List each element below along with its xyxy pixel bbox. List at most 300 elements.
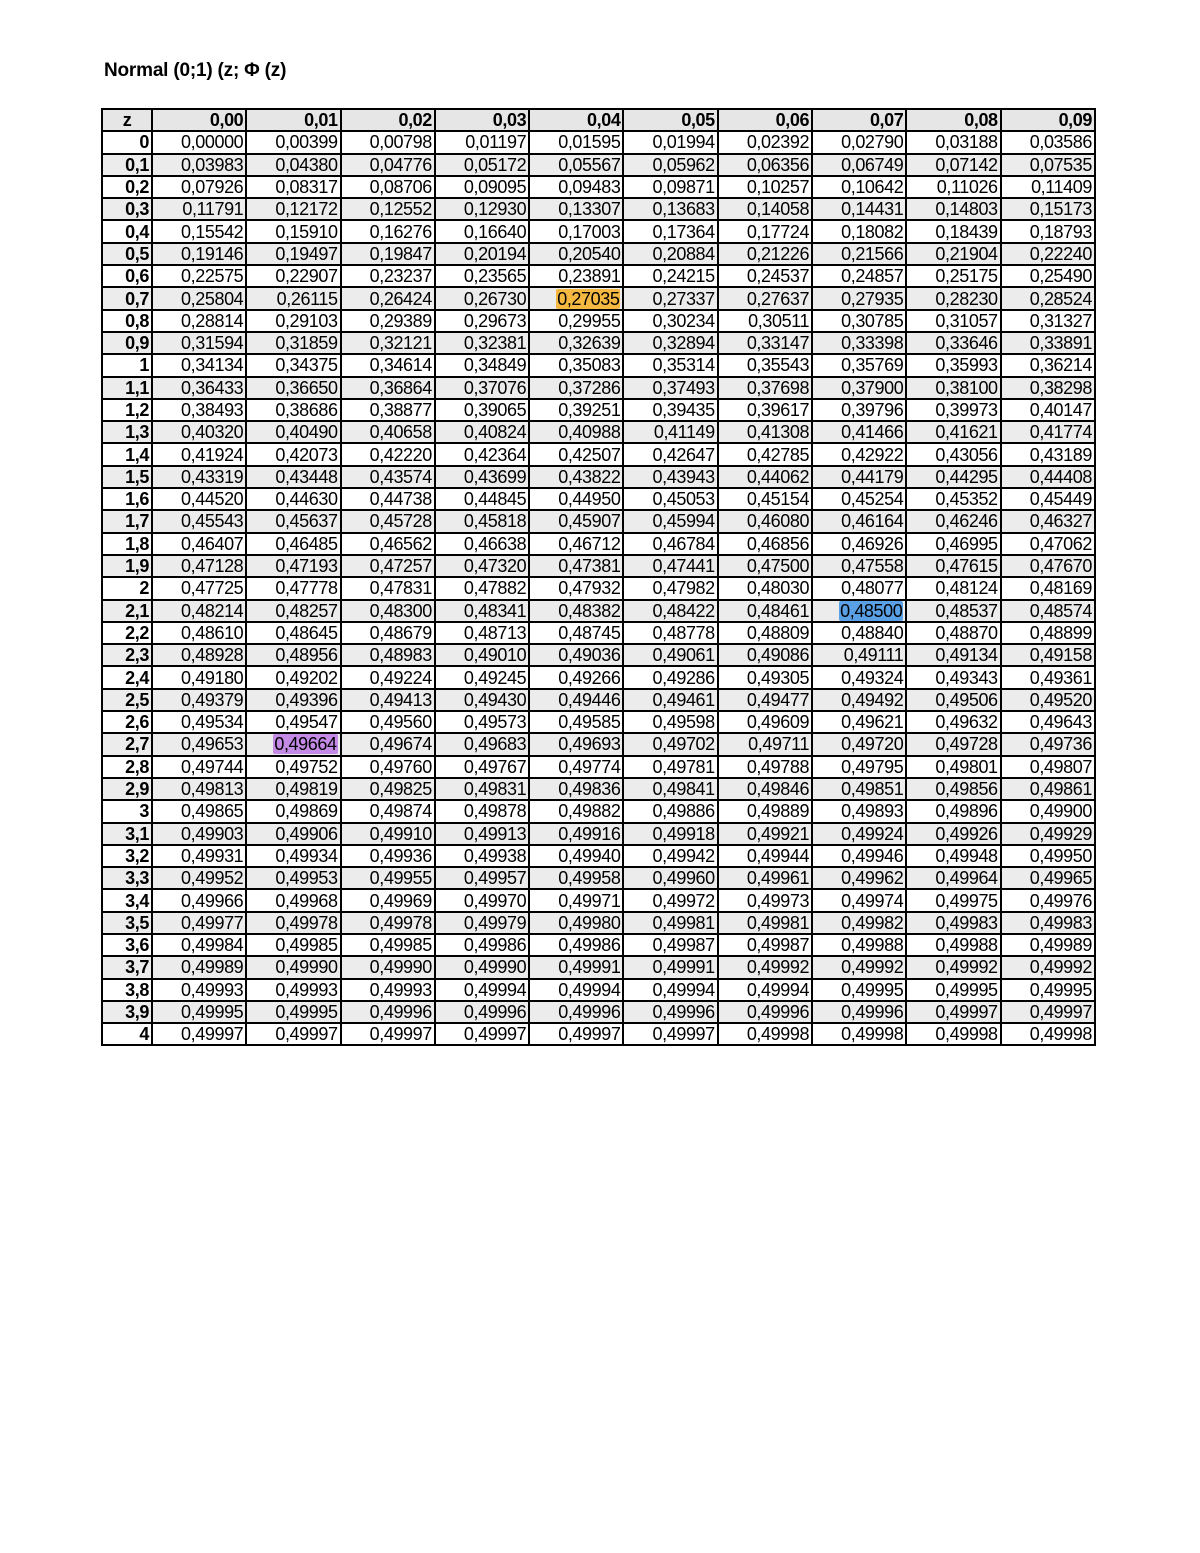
z-value-cell: 1,4 <box>102 443 152 465</box>
table-cell: 0,48745 <box>529 622 623 644</box>
table-cell: 0,49980 <box>529 912 623 934</box>
table-cell: 0,43448 <box>246 466 340 488</box>
table-cell: 0,25804 <box>152 287 246 309</box>
table-cell: 0,09483 <box>529 176 623 198</box>
table-cell: 0,25175 <box>906 265 1000 287</box>
table-row <box>102 287 1095 309</box>
table-cell: 0,49560 <box>341 711 435 733</box>
table-cell: 0,49992 <box>718 956 812 978</box>
table-cell: 0,44408 <box>1001 466 1095 488</box>
table-cell: 0,48077 <box>812 577 906 599</box>
table-cell: 0,49998 <box>906 1023 1000 1045</box>
table-cell: 0,45352 <box>906 488 1000 510</box>
table-row <box>102 778 1095 800</box>
table-cell: 0,43574 <box>341 466 435 488</box>
table-cell: 0,49957 <box>435 867 529 889</box>
table-cell: 0,49461 <box>623 689 717 711</box>
table-cell: 0,49997 <box>152 1023 246 1045</box>
table-cell: 0,49924 <box>812 823 906 845</box>
table-cell: 0,44738 <box>341 488 435 510</box>
table-cell: 0,38100 <box>906 377 1000 399</box>
table-cell: 0,49969 <box>341 889 435 911</box>
table-cell: 0,49964 <box>906 867 1000 889</box>
table-cell: 0,49874 <box>341 800 435 822</box>
table-cell: 0,49683 <box>435 733 529 755</box>
table-cell: 0,48461 <box>718 600 812 622</box>
z-value-cell: 2,4 <box>102 666 152 688</box>
table-cell: 0,42785 <box>718 443 812 465</box>
table-cell: 0,45818 <box>435 510 529 532</box>
table-cell: 0,34134 <box>152 354 246 376</box>
page-title: Normal (0;1) (z; Φ (z) <box>104 60 287 81</box>
table-cell: 0,18082 <box>812 220 906 242</box>
table-cell: 0,43699 <box>435 466 529 488</box>
table-cell: 0,49987 <box>623 934 717 956</box>
table-cell: 0,49994 <box>435 979 529 1001</box>
table-cell: 0,17003 <box>529 220 623 242</box>
table-cell: 0,49998 <box>718 1023 812 1045</box>
table-cell: 0,49988 <box>812 934 906 956</box>
table-cell: 0,49936 <box>341 845 435 867</box>
table-cell: 0,49851 <box>812 778 906 800</box>
table-cell: 0,37493 <box>623 377 717 399</box>
table-cell: 0,49997 <box>435 1023 529 1045</box>
table-cell: 0,49991 <box>529 956 623 978</box>
table-cell: 0,49760 <box>341 756 435 778</box>
table-cell: 0,47381 <box>529 555 623 577</box>
table-cell: 0,49621 <box>812 711 906 733</box>
table-cell: 0,49361 <box>1001 666 1095 688</box>
table-cell: 0,12930 <box>435 198 529 220</box>
table-cell: 0,46856 <box>718 533 812 555</box>
table-row <box>102 176 1095 198</box>
table-cell: 0,49921 <box>718 823 812 845</box>
column-header: 0,09 <box>1001 109 1095 131</box>
table-cell: 0,44630 <box>246 488 340 510</box>
table-cell: 0,09095 <box>435 176 529 198</box>
table-cell: 0,49953 <box>246 867 340 889</box>
table-cell <box>812 600 906 622</box>
table-cell: 0,45053 <box>623 488 717 510</box>
table-cell: 0,49520 <box>1001 689 1095 711</box>
table-cell: 0,49996 <box>529 1001 623 1023</box>
z-value-cell: 1,3 <box>102 421 152 443</box>
z-value-cell: 1,7 <box>102 510 152 532</box>
z-value-cell: 3,8 <box>102 979 152 1001</box>
table-cell: 0,41149 <box>623 421 717 443</box>
table-cell: 0,39617 <box>718 399 812 421</box>
table-cell: 0,42647 <box>623 443 717 465</box>
table-cell: 0,29955 <box>529 310 623 332</box>
table-cell: 0,48124 <box>906 577 1000 599</box>
table-cell: 0,47558 <box>812 555 906 577</box>
z-value-cell: 0 <box>102 131 152 153</box>
table-cell: 0,49819 <box>246 778 340 800</box>
table-cell: 0,28230 <box>906 287 1000 309</box>
table-cell: 0,49158 <box>1001 644 1095 666</box>
table-cell: 0,49989 <box>1001 934 1095 956</box>
table-cell: 0,49674 <box>341 733 435 755</box>
table-cell: 0,17724 <box>718 220 812 242</box>
table-cell: 0,49972 <box>623 889 717 911</box>
table-cell: 0,49993 <box>152 979 246 1001</box>
table-cell: 0,49962 <box>812 867 906 889</box>
table-cell: 0,49224 <box>341 666 435 688</box>
table-cell: 0,26424 <box>341 287 435 309</box>
table-cell: 0,31327 <box>1001 310 1095 332</box>
table-cell: 0,47932 <box>529 577 623 599</box>
table-cell: 0,49958 <box>529 867 623 889</box>
z-value-cell: 0,1 <box>102 154 152 176</box>
z-value-cell: 3,4 <box>102 889 152 911</box>
table-cell: 0,26115 <box>246 287 340 309</box>
table-cell: 0,49995 <box>246 1001 340 1023</box>
table-cell: 0,49598 <box>623 711 717 733</box>
table-cell: 0,48610 <box>152 622 246 644</box>
table-cell: 0,49989 <box>152 956 246 978</box>
table-cell: 0,25490 <box>1001 265 1095 287</box>
table-row <box>102 867 1095 889</box>
z-value-cell: 1,2 <box>102 399 152 421</box>
table-row <box>102 644 1095 666</box>
table-cell: 0,49981 <box>623 912 717 934</box>
table-cell: 0,24857 <box>812 265 906 287</box>
table-cell: 0,05962 <box>623 154 717 176</box>
table-cell: 0,47320 <box>435 555 529 577</box>
table-cell: 0,38686 <box>246 399 340 421</box>
table-cell: 0,19847 <box>341 243 435 265</box>
table-cell: 0,47193 <box>246 555 340 577</box>
z-value-cell: 0,8 <box>102 310 152 332</box>
table-cell: 0,21226 <box>718 243 812 265</box>
table-cell: 0,49010 <box>435 644 529 666</box>
z-value-cell: 2,9 <box>102 778 152 800</box>
table-cell: 0,49996 <box>341 1001 435 1023</box>
table-cell: 0,36864 <box>341 377 435 399</box>
table-cell: 0,48300 <box>341 600 435 622</box>
z-value-cell: 0,5 <box>102 243 152 265</box>
table-cell: 0,49983 <box>906 912 1000 934</box>
table-cell: 0,46926 <box>812 533 906 555</box>
table-cell: 0,49266 <box>529 666 623 688</box>
table-cell: 0,49744 <box>152 756 246 778</box>
table-row <box>102 756 1095 778</box>
table-row <box>102 600 1095 622</box>
table-cell: 0,49961 <box>718 867 812 889</box>
table-cell: 0,49396 <box>246 689 340 711</box>
z-value-cell: 0,9 <box>102 332 152 354</box>
table-cell: 0,49534 <box>152 711 246 733</box>
table-cell: 0,00798 <box>341 131 435 153</box>
table-row <box>102 354 1095 376</box>
table-cell: 0,49916 <box>529 823 623 845</box>
z-value-cell: 1 <box>102 354 152 376</box>
table-cell: 0,46562 <box>341 533 435 555</box>
table-cell: 0,33147 <box>718 332 812 354</box>
table-cell: 0,16640 <box>435 220 529 242</box>
table-row <box>102 912 1095 934</box>
table-cell: 0,49998 <box>812 1023 906 1045</box>
table-cell: 0,49931 <box>152 845 246 867</box>
table-row <box>102 979 1095 1001</box>
table-cell: 0,47500 <box>718 555 812 577</box>
table-cell: 0,49992 <box>1001 956 1095 978</box>
table-cell: 0,35314 <box>623 354 717 376</box>
table-cell: 0,49997 <box>1001 1001 1095 1023</box>
table-cell: 0,46485 <box>246 533 340 555</box>
table-cell: 0,12552 <box>341 198 435 220</box>
table-row <box>102 243 1095 265</box>
table-cell: 0,40824 <box>435 421 529 443</box>
table-cell: 0,49585 <box>529 711 623 733</box>
table-cell: 0,49752 <box>246 756 340 778</box>
table-cell: 0,48382 <box>529 600 623 622</box>
table-cell: 0,32381 <box>435 332 529 354</box>
table-cell: 0,49965 <box>1001 867 1095 889</box>
table-cell: 0,19146 <box>152 243 246 265</box>
table-cell: 0,46638 <box>435 533 529 555</box>
table-cell: 0,06749 <box>812 154 906 176</box>
table-cell: 0,40320 <box>152 421 246 443</box>
z-value-cell: 3,6 <box>102 934 152 956</box>
table-cell: 0,46784 <box>623 533 717 555</box>
table-cell: 0,49977 <box>152 912 246 934</box>
table-cell: 0,49693 <box>529 733 623 755</box>
table-row <box>102 711 1095 733</box>
table-cell: 0,49938 <box>435 845 529 867</box>
table-cell: 0,48928 <box>152 644 246 666</box>
table-cell: 0,49948 <box>906 845 1000 867</box>
table-cell: 0,48983 <box>341 644 435 666</box>
z-value-cell: 0,6 <box>102 265 152 287</box>
table-cell: 0,05567 <box>529 154 623 176</box>
z-value-cell: 3,5 <box>102 912 152 934</box>
table-cell: 0,32894 <box>623 332 717 354</box>
z-value-cell: 2,6 <box>102 711 152 733</box>
z-value-cell: 4 <box>102 1023 152 1045</box>
table-row <box>102 377 1095 399</box>
table-cell: 0,44295 <box>906 466 1000 488</box>
column-header: 0,03 <box>435 109 529 131</box>
table-row <box>102 889 1095 911</box>
table-cell: 0,23237 <box>341 265 435 287</box>
table-cell: 0,49795 <box>812 756 906 778</box>
table-cell: 0,49971 <box>529 889 623 911</box>
table-cell: 0,12172 <box>246 198 340 220</box>
table-cell: 0,45907 <box>529 510 623 532</box>
table-cell: 0,47982 <box>623 577 717 599</box>
table-cell: 0,49975 <box>906 889 1000 911</box>
table-cell: 0,49940 <box>529 845 623 867</box>
table-cell: 0,39796 <box>812 399 906 421</box>
table-cell: 0,49996 <box>812 1001 906 1023</box>
table-cell: 0,46080 <box>718 510 812 532</box>
table-cell: 0,04380 <box>246 154 340 176</box>
table-cell: 0,32121 <box>341 332 435 354</box>
table-cell: 0,15173 <box>1001 198 1095 220</box>
table-cell: 0,49982 <box>812 912 906 934</box>
table-header-row <box>102 109 1095 131</box>
table-cell: 0,49767 <box>435 756 529 778</box>
table-cell: 0,49286 <box>623 666 717 688</box>
table-row <box>102 332 1095 354</box>
table-cell: 0,40490 <box>246 421 340 443</box>
table-row <box>102 154 1095 176</box>
table-cell: 0,49906 <box>246 823 340 845</box>
table-cell: 0,15542 <box>152 220 246 242</box>
table-cell: 0,07535 <box>1001 154 1095 176</box>
table-row <box>102 488 1095 510</box>
column-header: 0,07 <box>812 109 906 131</box>
z-value-cell: 1,6 <box>102 488 152 510</box>
table-cell: 0,34375 <box>246 354 340 376</box>
table-cell: 0,44950 <box>529 488 623 510</box>
table-row <box>102 577 1095 599</box>
z-value-cell: 2,1 <box>102 600 152 622</box>
table-cell: 0,49997 <box>623 1023 717 1045</box>
table-cell: 0,11409 <box>1001 176 1095 198</box>
table-row <box>102 1023 1095 1045</box>
table-cell: 0,49774 <box>529 756 623 778</box>
table-cell: 0,32639 <box>529 332 623 354</box>
table-cell: 0,22907 <box>246 265 340 287</box>
table-cell: 0,01197 <box>435 131 529 153</box>
highlighted-value: 0,27035 <box>557 288 620 309</box>
table-cell: 0,41466 <box>812 421 906 443</box>
table-cell: 0,49882 <box>529 800 623 822</box>
table-cell: 0,49946 <box>812 845 906 867</box>
table-cell: 0,42922 <box>812 443 906 465</box>
table-cell: 0,49950 <box>1001 845 1095 867</box>
table-cell: 0,03188 <box>906 131 1000 153</box>
table-cell: 0,49994 <box>529 979 623 1001</box>
z-value-cell: 0,4 <box>102 220 152 242</box>
table-cell: 0,33891 <box>1001 332 1095 354</box>
table-body <box>102 131 1095 1045</box>
table-cell: 0,47257 <box>341 555 435 577</box>
table-cell: 0,15910 <box>246 220 340 242</box>
table-cell: 0,27637 <box>718 287 812 309</box>
table-cell: 0,49996 <box>435 1001 529 1023</box>
table-cell: 0,42507 <box>529 443 623 465</box>
table-cell: 0,48030 <box>718 577 812 599</box>
table-cell: 0,49996 <box>718 1001 812 1023</box>
column-header: 0,02 <box>341 109 435 131</box>
table-cell: 0,48899 <box>1001 622 1095 644</box>
table-cell: 0,49477 <box>718 689 812 711</box>
table-cell: 0,49990 <box>341 956 435 978</box>
table-cell: 0,49492 <box>812 689 906 711</box>
table-cell: 0,49202 <box>246 666 340 688</box>
table-cell: 0,49788 <box>718 756 812 778</box>
table-cell: 0,47670 <box>1001 555 1095 577</box>
table-cell: 0,49609 <box>718 711 812 733</box>
z-value-cell: 1,8 <box>102 533 152 555</box>
table-cell: 0,35993 <box>906 354 1000 376</box>
table-cell: 0,49910 <box>341 823 435 845</box>
table-cell: 0,46995 <box>906 533 1000 555</box>
table-cell: 0,35083 <box>529 354 623 376</box>
table-cell: 0,49960 <box>623 867 717 889</box>
table-row <box>102 800 1095 822</box>
table-cell: 0,39973 <box>906 399 1000 421</box>
table-cell: 0,30234 <box>623 310 717 332</box>
table-cell: 0,49889 <box>718 800 812 822</box>
table-cell: 0,22575 <box>152 265 246 287</box>
table-cell: 0,23565 <box>435 265 529 287</box>
table-cell: 0,00399 <box>246 131 340 153</box>
table-cell: 0,49653 <box>152 733 246 755</box>
table-cell: 0,35769 <box>812 354 906 376</box>
table-cell: 0,49934 <box>246 845 340 867</box>
z-value-cell: 1,5 <box>102 466 152 488</box>
table-cell: 0,41924 <box>152 443 246 465</box>
table-cell: 0,18793 <box>1001 220 1095 242</box>
table-cell: 0,46327 <box>1001 510 1095 532</box>
table-cell: 0,45994 <box>623 510 717 532</box>
table-cell: 0,46407 <box>152 533 246 555</box>
table-cell: 0,49993 <box>341 979 435 1001</box>
table-cell: 0,43943 <box>623 466 717 488</box>
table-cell: 0,41308 <box>718 421 812 443</box>
table-cell: 0,41774 <box>1001 421 1095 443</box>
table-cell: 0,02790 <box>812 131 906 153</box>
table-cell: 0,38877 <box>341 399 435 421</box>
table-cell: 0,49846 <box>718 778 812 800</box>
table-row <box>102 689 1095 711</box>
table-cell: 0,45637 <box>246 510 340 532</box>
table-row <box>102 131 1095 153</box>
table-cell: 0,49896 <box>906 800 1000 822</box>
table-cell: 0,31594 <box>152 332 246 354</box>
table-cell: 0,48870 <box>906 622 1000 644</box>
table-row <box>102 265 1095 287</box>
table-cell: 0,49983 <box>1001 912 1095 934</box>
table-cell: 0,48169 <box>1001 577 1095 599</box>
table-cell: 0,49985 <box>246 934 340 956</box>
table-cell: 0,49781 <box>623 756 717 778</box>
z-value-cell: 2,8 <box>102 756 152 778</box>
table-cell: 0,37076 <box>435 377 529 399</box>
table-cell: 0,33398 <box>812 332 906 354</box>
table-cell: 0,30785 <box>812 310 906 332</box>
table-cell: 0,17364 <box>623 220 717 242</box>
table-cell: 0,49998 <box>1001 1023 1095 1045</box>
table-cell: 0,11791 <box>152 198 246 220</box>
table-cell: 0,46246 <box>906 510 1000 532</box>
table-cell: 0,49134 <box>906 644 1000 666</box>
table-cell: 0,45543 <box>152 510 246 532</box>
table-cell: 0,29103 <box>246 310 340 332</box>
z-value-cell: 1,1 <box>102 377 152 399</box>
table-cell: 0,39251 <box>529 399 623 421</box>
table-cell: 0,49446 <box>529 689 623 711</box>
table-cell: 0,20540 <box>529 243 623 265</box>
table-cell: 0,36650 <box>246 377 340 399</box>
table-cell: 0,48214 <box>152 600 246 622</box>
table-cell: 0,38298 <box>1001 377 1095 399</box>
z-value-cell: 3,3 <box>102 867 152 889</box>
table-cell: 0,49643 <box>1001 711 1095 733</box>
table-cell: 0,49061 <box>623 644 717 666</box>
z-value-cell: 3 <box>102 800 152 822</box>
table-cell: 0,48341 <box>435 600 529 622</box>
table-cell: 0,49996 <box>623 1001 717 1023</box>
table-cell: 0,43189 <box>1001 443 1095 465</box>
table-cell: 0,49506 <box>906 689 1000 711</box>
table-cell: 0,49086 <box>718 644 812 666</box>
table-cell: 0,31057 <box>906 310 1000 332</box>
